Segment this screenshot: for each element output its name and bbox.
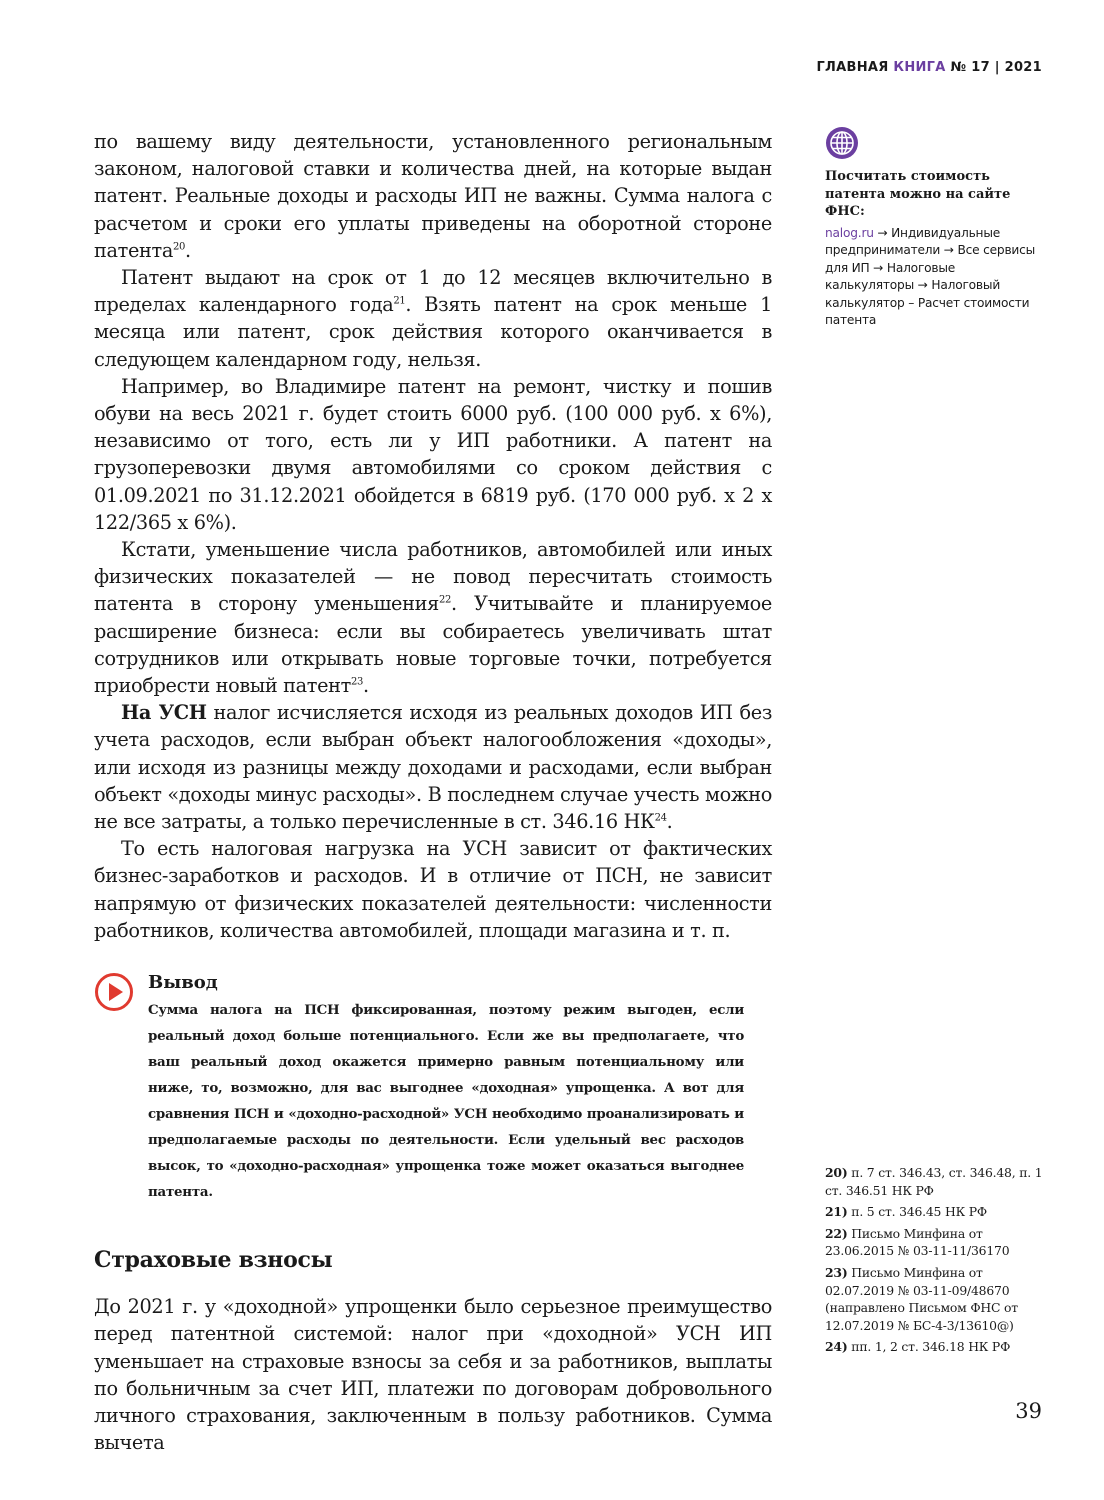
header-issue: № 17 | 2021 — [950, 60, 1042, 75]
sidebar-title: Посчитать стоимость патента можно на сайте ФНС: — [825, 169, 1011, 219]
journal-header — [816, 60, 1042, 75]
conclusion-text: Сумма налога на ПСН фиксированная, поэтому режим выгоден, если реальный доход больше потенциального. Если же вы предполагаете, что ваш реальный доход окажется примерно равным потенциальному или ниже, то, возможно, для вас выгоднее «доходная» упрощенка. А вот для сравнения ПСН и «доходно-расходной» УСН необходимо проанализировать и предполагаемые расходы по деятельности. Если удельный вес расходов высок, то «доходно-расходная» упрощенка тоже может оказаться выгоднее патента. — [148, 1002, 744, 1201]
header-glavnaya: ГЛАВНАЯ — [816, 60, 889, 75]
section-paragraph-1: До 2021 г. у «доходной» упрощенки было серьезное преимущество перед патентной системой: налог при «доходной» УСН ИП уменьшает на страховые взносы за себя и за работников, выплаты по больничным за счет ИП, платежи по договорам добровольного личного страхования, заключенным в пользу работников. Сумма вычета — [94, 1295, 772, 1455]
paragraph-3: Например, во Владимире патент на ремонт, чистку и пошив обуви на весь 2021 г. будет стоить 6000 руб. (100 000 руб. x 6%), независимо от того, есть ли у ИП работники. А патент на грузоперевозки двумя автомобилями со сроком действия с 01.09.2021 по 31.12.2021 обойдется в 6819 руб. (170 000 руб. x 2 x 122/365 x 6%). — [94, 374, 772, 534]
paragraph-6: То есть налоговая нагрузка на УСН зависит от фактических бизнес-заработков и расходов. И в отличие от ПСН, не зависит напрямую от физических показателей деятельности: численности работников, количества автомобилей, площади магазина и т. п. — [94, 837, 772, 942]
sidebar-path: → Индивидуальные предприниматели → Все сервисы для ИП → Налоговые калькуляторы → Налоговый калькулятор – Расчет стоимости патента — [825, 225, 1036, 328]
sidebar-note — [825, 126, 1047, 330]
footnote-20: 20) п. 7 ст. 346.43, ст. 346.48, п. 1 ст. 346.51 НК РФ — [825, 1165, 1043, 1198]
nalog-link[interactable]: nalog.ru — [825, 225, 874, 240]
footnotes — [825, 1164, 1055, 1360]
main-column — [94, 128, 772, 1456]
conclusion-title: Вывод — [148, 972, 218, 994]
footnote-ref-20[interactable]: 20 — [173, 241, 186, 253]
footnote-24: 24) пп. 1, 2 ст. 346.18 НК РФ — [825, 1339, 1011, 1355]
sidebar-text — [825, 225, 1047, 331]
paragraph-1: по вашему виду деятельности, установленного региональным законом, налоговой ставки и количества дней, на которые выдан патент. Реальные доходы и расходы ИП не важны. Сумма налога с расчетом и сроки его уплаты приведены на оборотной стороне патента$^{20}$. — [94, 130, 772, 262]
footnote-ref-23[interactable]: 23 — [351, 676, 364, 688]
paragraph-4: Кстати, уменьшение числа работников, автомобилей или иных физических показателей — не повод пересчитать стоимость патента в сторону уменьшения$^{22}$. Учитывайте и планируемое расширение бизнеса: если вы собираетесь увеличивать штат сотрудников или открывать новые торговые точки, потребуется приобрести новый патент$^{23}$. — [94, 538, 772, 698]
footnote-23: 23) Письмо Минфина от 02.07.2019 № 03-11-09/48670 (направлено Письмом ФНС от 12.07.2019 № БС-4-3/13610@) — [825, 1264, 1018, 1333]
footnote-ref-22[interactable]: 22 — [438, 595, 451, 607]
section-title: Страховые взносы — [94, 1247, 333, 1274]
footnote-21: 21) п. 5 ст. 346.45 НК РФ — [825, 1204, 987, 1220]
footnote-ref-21[interactable]: 21 — [393, 295, 406, 307]
usn-bold-lead: На УСН — [121, 701, 207, 725]
page-number: 39 — [1015, 1399, 1042, 1423]
play-icon — [94, 972, 134, 1012]
paragraph-5: На УСН налог исчисляется исходя из реальных доходов ИП без учета расходов, если выбран объект налогообложения «доходы», или исходя из разницы между доходами и расходами, если выбран объект «доходы минус расходы». В последнем случае учесть можно не все затраты, а только перечисленные в ст. 346.16 НК$^{24}$. — [94, 701, 772, 834]
footnote-22: 22) Письмо Минфина от 23.06.2015 № 03-11-11/36170 — [825, 1225, 1010, 1259]
paragraph-2: Патент выдают на срок от 1 до 12 месяцев включительно в пределах календарного года$^{21}$. Взять патент на срок меньше 1 месяца или патент, срок действия которого оканчивается в следующем календарном году, нельзя. — [94, 266, 772, 371]
globe-icon — [825, 126, 859, 160]
header-kniga: КНИГА — [893, 60, 946, 75]
conclusion-box — [94, 972, 772, 1205]
footnote-ref-24[interactable]: 24 — [654, 812, 667, 824]
